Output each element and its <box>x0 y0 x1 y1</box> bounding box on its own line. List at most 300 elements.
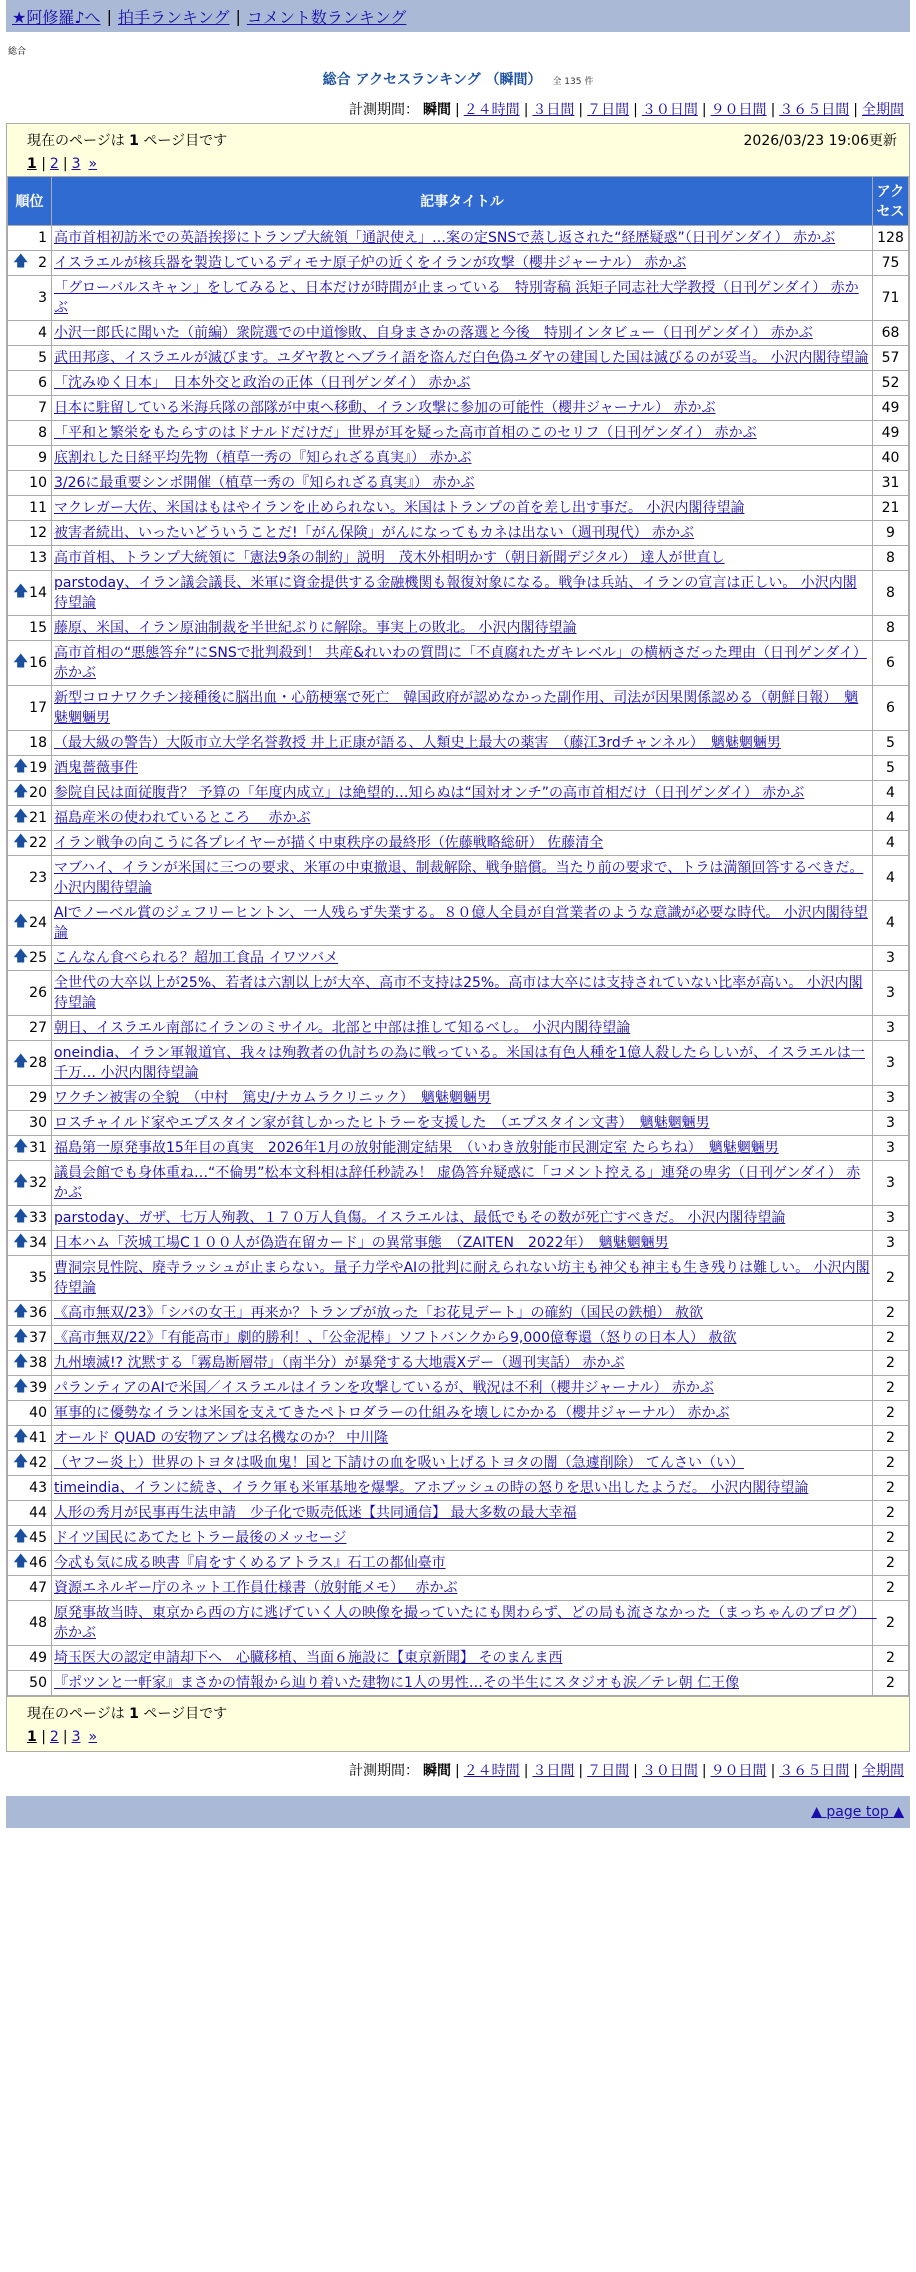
title-cell <box>52 1206 873 1231</box>
rank-cell <box>8 1376 52 1401</box>
access-count: 49 <box>873 421 909 446</box>
article-link[interactable]: timeindia、イランに続き、イラク軍も米軍基地を爆撃。アホブッシュの時の怒りを思い出したようだ。 小沢内閣待望論 <box>54 1480 809 1496</box>
access-count: 4 <box>873 806 909 831</box>
access-count: 8 <box>873 546 909 571</box>
rank-number: 49 <box>29 1650 47 1666</box>
table-row <box>8 616 909 641</box>
rank-up-arrow-icon: 🡅 <box>13 1231 29 1250</box>
article-link[interactable]: 全世代の大卒以上が25%、若者は六割以上が大卒、高市不支持は25%。高市は大卒には支持されていない比率が高い。 小沢内閣待望論 <box>54 975 863 1011</box>
article-link[interactable]: 福島産米の使われているところ 赤かぶ <box>54 810 311 826</box>
period-link-24h[interactable]: ２４時間 <box>463 1763 520 1779</box>
period-label: 計測期間： <box>348 102 419 118</box>
rank-cell <box>8 946 52 971</box>
article-link[interactable]: （ヤフー炎上）世界のトヨタは吸血鬼！国と下請けの血を吸い上げるトヨタの闇（急遽削除） てんさい（い） <box>54 1455 745 1471</box>
rank-number: 35 <box>29 1270 47 1286</box>
rank-cell <box>8 1551 52 1576</box>
rank-number: 19 <box>29 760 47 776</box>
access-count: 6 <box>873 641 909 686</box>
rank-cell <box>8 1476 52 1501</box>
period-link-365d[interactable]: ３６５日間 <box>779 1763 850 1779</box>
access-count: 68 <box>873 321 909 346</box>
access-count: 2 <box>873 1501 909 1526</box>
rank-number: 50 <box>29 1675 47 1691</box>
article-link[interactable]: 原発事故当時、東京から西の方に逃げていく人の映像を撮っていたにも関わらず、どの局も流さなかった（まっちゃんのブログ） 赤かぶ <box>54 1605 877 1641</box>
article-link[interactable]: 新型コロナワクチン接種後に脳出血・心筋梗塞で死亡 韓国政府が認めなかった副作用、司法が因果関係認める（朝鮮日報） 魑魅魍魎男 <box>54 690 859 726</box>
rank-cell <box>8 1231 52 1256</box>
rank-number: 28 <box>29 1055 47 1071</box>
rank-cell <box>8 1601 52 1646</box>
title-cell <box>52 1526 873 1551</box>
access-count: 2 <box>873 1326 909 1351</box>
article-link[interactable]: ロスチャイルド家やエプスタイン家が貧しかったヒトラーを支援した （エプスタイン文書） 魑魅魍魎男 <box>54 1115 710 1131</box>
title-cell <box>52 571 873 616</box>
title-cell <box>52 1231 873 1256</box>
period-selector-top: 計測期間： 瞬間 | ２４時間 | ３日間 | ７日間 | ３０日間 | ９０日間 | ３６５日間 | 全期間 <box>348 102 904 118</box>
rank-cell <box>8 901 52 946</box>
rank-cell <box>8 226 52 251</box>
pager-link-2[interactable]: 2 <box>49 1729 59 1745</box>
rank-cell <box>8 571 52 616</box>
article-link[interactable]: 議員会館でも身体重ね…“不倫男”松本文科相は辞任秒読み！ 虚偽答弁疑惑に「コメント控える」連発の卑劣（日刊ゲンダイ） 赤かぶ <box>54 1165 861 1201</box>
table-row <box>8 1646 909 1671</box>
title-cell <box>52 1426 873 1451</box>
rank-number: 15 <box>29 620 47 636</box>
article-link[interactable]: 高市首相、トランプ大統領に「憲法9条の制約」説明 茂木外相明かす（朝日新聞デジタル） 達人が世直し <box>54 550 725 566</box>
table-row <box>8 471 909 496</box>
access-count: 71 <box>873 276 909 321</box>
title-cell <box>52 1576 873 1601</box>
rank-cell <box>8 806 52 831</box>
period-label: 計測期間： <box>348 1763 419 1779</box>
table-row <box>8 1351 909 1376</box>
table-row <box>8 1476 909 1501</box>
rank-up-arrow-icon: 🡅 <box>13 1326 29 1345</box>
table-row <box>8 1136 909 1161</box>
access-count: 2 <box>873 1551 909 1576</box>
access-count: 8 <box>873 616 909 641</box>
article-link[interactable]: 人形の秀月が民事再生法申請 少子化で販売低迷【共同通信】 最大多数の最大幸福 <box>54 1505 577 1521</box>
title-cell <box>52 346 873 371</box>
title-cell <box>52 971 873 1016</box>
access-count: 3 <box>873 1231 909 1256</box>
page-top-link[interactable]: ▲ page top ▲ <box>811 1804 904 1820</box>
period-link-7d[interactable]: ７日間 <box>587 102 630 118</box>
access-count: 3 <box>873 1041 909 1086</box>
page-status-bottom: 現在のページは 1 ページ目です <box>27 1706 228 1722</box>
article-link[interactable]: 今忒も気に成る映書『肩をすくめるアトラス』石工の都仙臺市 <box>54 1555 446 1571</box>
pager-link-3[interactable]: 3 <box>71 156 81 172</box>
rank-number: 2 <box>38 255 47 271</box>
rank-number: 18 <box>29 735 47 751</box>
access-count: 4 <box>873 781 909 806</box>
title-cell <box>52 686 873 731</box>
access-count: 2 <box>873 1576 909 1601</box>
table-row <box>8 1111 909 1136</box>
article-link[interactable]: こんなん食べられる？超加工食品 イワツバメ <box>54 950 339 966</box>
title-cell <box>52 1086 873 1111</box>
rank-number: 31 <box>29 1140 47 1156</box>
access-count: 3 <box>873 1161 909 1206</box>
pager-current: 1 <box>27 156 37 172</box>
rank-number: 17 <box>29 700 47 716</box>
home-link[interactable]: ★阿修羅♪へ <box>12 7 101 27</box>
title-cell <box>52 1476 873 1501</box>
article-link[interactable]: イラン戦争の向こうに各プレイヤーが描く中東秩序の最終形（佐藤戦略総研） 佐藤清全 <box>54 835 604 851</box>
table-row <box>8 226 909 251</box>
article-link[interactable]: パランティアのAIで米国／イスラエルはイランを攻撃しているが、戦況は不利（櫻井ジャーナル） 赤かぶ <box>54 1380 714 1396</box>
rank-cell <box>8 1016 52 1041</box>
rank-cell <box>8 521 52 546</box>
table-row <box>8 1041 909 1086</box>
pager-next[interactable]: » <box>88 1729 98 1745</box>
article-link[interactable]: 参院自民は面従腹背？ 予算の「年度内成立」は絶望的…知らぬは“国対オンチ”の高市首相だけ（日刊ゲンダイ） 赤かぶ <box>54 785 805 801</box>
article-link[interactable]: ドイツ国民にあてたヒトラー最後のメッセージ <box>54 1530 347 1546</box>
article-link[interactable]: 《高市無双/22》「有能高市」劇的勝利！、「公金泥棒」ソフトバンクから9,000億奪還（怒りの日本人） 赦欲 <box>54 1330 737 1346</box>
access-count: 2 <box>873 1526 909 1551</box>
table-row <box>8 1376 909 1401</box>
access-count: 2 <box>873 1376 909 1401</box>
title-cell <box>52 446 873 471</box>
access-count: 52 <box>873 371 909 396</box>
article-link[interactable]: マブハイ、イランが米国に三つの要求、米軍の中東撤退、制裁解除、戦争賠償。当たり前の要求で、トラは満額回答するべきだ。 小沢内閣待望論 <box>54 860 864 896</box>
rank-number: 48 <box>29 1615 47 1631</box>
table-row <box>8 1161 909 1206</box>
table-row <box>8 496 909 521</box>
rank-number: 38 <box>29 1355 47 1371</box>
title-cell <box>52 1671 873 1696</box>
rank-number: 24 <box>29 915 47 931</box>
access-count: 2 <box>873 1601 909 1646</box>
title-cell <box>52 1376 873 1401</box>
table-row <box>8 251 909 276</box>
article-link[interactable]: 「グローバルスキャン」をしてみると、日本だけが時間が止まっている 特別寄稿 浜矩子同志社大学教授（日刊ゲンダイ） 赤かぶ <box>54 280 859 316</box>
article-link[interactable]: 小沢一郎氏に聞いた（前編）衆院選での中道惨敗、自身まさかの落選と今後 特別インタビュー（日刊ゲンダイ） 赤かぶ <box>54 325 813 341</box>
article-link[interactable]: オールド QUAD の安物アンプは名機なのか？ 中川隆 <box>54 1430 389 1446</box>
article-link[interactable]: 資源エネルギー庁のネット工作員仕様書（放射能メモ） 赤かぶ <box>54 1580 458 1596</box>
table-row <box>8 421 909 446</box>
rank-up-arrow-icon: 🡅 <box>13 1451 29 1470</box>
table-row <box>8 1256 909 1301</box>
period-current: 瞬間 <box>422 102 451 118</box>
access-count: 5 <box>873 756 909 781</box>
rank-number: 47 <box>29 1580 47 1596</box>
table-row <box>8 396 909 421</box>
period-link-30d[interactable]: ３０日間 <box>641 1763 698 1779</box>
rank-cell <box>8 1086 52 1111</box>
period-link-365d[interactable]: ３６５日間 <box>779 102 850 118</box>
table-row <box>8 1601 909 1646</box>
article-link[interactable]: （最大級の警告）大阪市立大学名誉教授 井上正康が語る、人類史上最大の薬害 （藤江3rdチャンネル） 魑魅魍魎男 <box>54 735 781 751</box>
rank-number: 30 <box>29 1115 47 1131</box>
rank-cell <box>8 371 52 396</box>
rank-cell <box>8 1576 52 1601</box>
table-row <box>8 731 909 756</box>
title-cell <box>52 1501 873 1526</box>
rank-cell <box>8 831 52 856</box>
access-count: 3 <box>873 1111 909 1136</box>
table-row <box>8 1086 909 1111</box>
title-cell <box>52 1351 873 1376</box>
footer-bar <box>6 1796 910 1828</box>
rank-number: 34 <box>29 1235 47 1251</box>
table-row <box>8 546 909 571</box>
title-cell <box>52 251 873 276</box>
rank-cell <box>8 421 52 446</box>
table-row <box>8 1301 909 1326</box>
article-link[interactable]: イスラエルが核兵器を製造しているディモナ原子炉の近くをイランが攻撃（櫻井ジャーナル） 赤かぶ <box>54 255 687 271</box>
table-row <box>8 1551 909 1576</box>
article-link[interactable]: 高市首相初訪米での英語挨拶にトランプ大統領「通訳使え」…案の定SNSで蒸し返された“経歴疑惑”（日刊ゲンダイ） 赤かぶ <box>54 230 836 246</box>
article-link[interactable]: AIでノーベル賞のジェフリーヒントン、一人残らず失業する。８０億人全員が自営業者のような意識が必要な時代。 小沢内閣待望論 <box>54 905 868 941</box>
title-cell <box>52 731 873 756</box>
rank-number: 9 <box>38 450 47 466</box>
title-cell <box>52 781 873 806</box>
rank-number: 23 <box>29 870 47 886</box>
page-title-row <box>6 69 910 89</box>
access-count: 4 <box>873 856 909 901</box>
title-cell <box>52 901 873 946</box>
table-row <box>8 1326 909 1351</box>
title-cell <box>52 1401 873 1426</box>
col-rank-header: 順位 <box>8 177 52 226</box>
title-cell <box>52 1016 873 1041</box>
title-cell <box>52 371 873 396</box>
rank-cell <box>8 1326 52 1351</box>
article-link[interactable]: マクレガー大佐、米国はもはやイランを止められない。米国はトランプの首を差し出す事だ。 小沢内閣待望論 <box>54 500 745 516</box>
rank-cell <box>8 496 52 521</box>
rank-number: 20 <box>29 785 47 801</box>
rank-number: 14 <box>29 585 47 601</box>
period-link-90d[interactable]: ９０日間 <box>710 102 767 118</box>
table-row <box>8 521 909 546</box>
rank-up-arrow-icon: 🡅 <box>13 831 29 850</box>
access-count: 3 <box>873 1206 909 1231</box>
total-count: 全 135 件 <box>552 77 594 87</box>
table-row <box>8 971 909 1016</box>
table-row <box>8 686 909 731</box>
rank-up-arrow-icon: 🡅 <box>13 1551 29 1570</box>
ranking-table <box>7 176 909 1696</box>
title-cell <box>52 321 873 346</box>
rank-number: 26 <box>29 985 47 1001</box>
table-row <box>8 446 909 471</box>
rank-cell <box>8 1351 52 1376</box>
article-link[interactable]: parstoday、イラン議会議長、米軍に資金提供する金融機関も報復対象になる。戦争は兵站、イランの宣言は正しい。 小沢内閣待望論 <box>54 575 857 611</box>
rank-cell <box>8 1136 52 1161</box>
title-cell <box>52 831 873 856</box>
rank-cell <box>8 971 52 1016</box>
access-count: 57 <box>873 346 909 371</box>
article-link[interactable]: 埼玉医大の認定申請却下へ 心臓移植、当面６施設に【東京新聞】 そのまんま西 <box>54 1650 563 1666</box>
period-link-all[interactable]: 全期間 <box>862 1763 904 1779</box>
title-cell <box>52 496 873 521</box>
rank-number: 33 <box>29 1210 47 1226</box>
title-cell <box>52 396 873 421</box>
rank-cell <box>8 686 52 731</box>
table-row <box>8 781 909 806</box>
table-row <box>8 371 909 396</box>
rank-number: 43 <box>29 1480 47 1496</box>
article-link[interactable]: 被害者続出、いったいどういうことだ!「がん保険」がんになってもカネは出ない（週刊現代） 赤かぶ <box>54 525 695 541</box>
table-row <box>8 276 909 321</box>
rank-up-arrow-icon: 🡅 <box>13 1351 29 1370</box>
access-count: 6 <box>873 686 909 731</box>
rank-cell <box>8 1451 52 1476</box>
rank-cell <box>8 1161 52 1206</box>
rank-cell <box>8 1111 52 1136</box>
period-selector-bottom: 計測期間： 瞬間 | ２４時間 | ３日間 | ７日間 | ３０日間 | ９０日間 | ３６５日間 | 全期間 <box>348 1763 904 1779</box>
access-count: 40 <box>873 446 909 471</box>
rank-number: 32 <box>29 1175 47 1191</box>
access-count: 49 <box>873 396 909 421</box>
title-cell <box>52 1161 873 1206</box>
comment-ranking-link[interactable]: コメント数ランキング <box>246 7 407 27</box>
rank-cell <box>8 1301 52 1326</box>
rank-cell <box>8 1671 52 1696</box>
table-row <box>8 1671 909 1696</box>
access-count: 2 <box>873 1256 909 1301</box>
rank-up-arrow-icon: 🡅 <box>13 1526 29 1545</box>
period-link-24h[interactable]: ２４時間 <box>463 102 520 118</box>
article-link[interactable]: parstoday、ガザ、七万人殉教、１７０万人負傷。イスラエルは、最低でもその数が死亡すべきだ。 小沢内閣待望論 <box>54 1210 786 1226</box>
rank-number: 1 <box>38 230 47 246</box>
access-count: 2 <box>873 1671 909 1696</box>
table-row <box>8 1206 909 1231</box>
title-cell <box>52 1326 873 1351</box>
rank-number: 41 <box>29 1430 47 1446</box>
period-link-30d[interactable]: ３０日間 <box>641 102 698 118</box>
rank-up-arrow-icon: 🡅 <box>13 1426 29 1445</box>
rank-cell <box>8 616 52 641</box>
rank-number: 29 <box>29 1090 47 1106</box>
category-label: 総合 <box>8 47 27 57</box>
rank-number: 25 <box>29 950 47 966</box>
rank-number: 12 <box>29 525 47 541</box>
nav-separator: | <box>106 6 112 26</box>
rank-number: 40 <box>29 1405 47 1421</box>
access-count: 5 <box>873 731 909 756</box>
access-count: 3 <box>873 1016 909 1041</box>
access-count: 75 <box>873 251 909 276</box>
table-row <box>8 1576 909 1601</box>
clap-ranking-link[interactable]: 拍手ランキング <box>117 7 230 27</box>
rank-cell <box>8 471 52 496</box>
table-row <box>8 1526 909 1551</box>
rank-cell <box>8 321 52 346</box>
table-row <box>8 1501 909 1526</box>
article-link[interactable]: 酒鬼薔薇事件 <box>54 760 138 776</box>
rank-up-arrow-icon: 🡅 <box>13 1376 29 1395</box>
article-link[interactable]: 高市首相の“悪態答弁”にSNSで批判殺到！ 共産&れいわの質問に「不貞腐れたガキレベル」の横柄さだった理由（日刊ゲンダイ） 赤かぶ <box>54 645 867 681</box>
table-row <box>8 641 909 686</box>
title-cell <box>52 471 873 496</box>
pager-bottom: 1 | 2 | 3 » <box>27 1729 98 1745</box>
page-status: 現在のページは 1 ページ目です <box>27 133 228 149</box>
period-link-3d[interactable]: ３日間 <box>532 102 575 118</box>
article-link[interactable]: 九州壊滅!? 沈黙する「霧島断層帯」（南半分）が暴発する大地震Xデー（週刊実話） 赤かぶ <box>54 1355 625 1371</box>
article-link[interactable]: 《高市無双/23》「シバの女王」再来か？トランプが放った「お花見デート」の確約（国民の鉄槌） 赦欲 <box>54 1305 703 1321</box>
rank-cell <box>8 756 52 781</box>
pager-next[interactable]: » <box>88 156 98 172</box>
rank-number: 37 <box>29 1330 47 1346</box>
rank-cell <box>8 1206 52 1231</box>
table-row <box>8 806 909 831</box>
rank-number: 39 <box>29 1380 47 1396</box>
title-cell <box>52 521 873 546</box>
table-row <box>8 571 909 616</box>
period-link-3d[interactable]: ３日間 <box>532 1763 575 1779</box>
rank-number: 44 <box>29 1505 47 1521</box>
rank-cell <box>8 251 52 276</box>
article-link[interactable]: 曹洞宗見性院、廃寺ラッシュが止まらない。量子力学やAIの批判に耐えられない坊主も神父も神主も生き残りは難しい。 小沢内閣待望論 <box>54 1260 870 1296</box>
title-cell <box>52 1601 877 1646</box>
rank-up-arrow-icon: 🡅 <box>13 651 29 670</box>
rank-up-arrow-icon: 🡅 <box>13 251 29 270</box>
article-link[interactable]: oneindia、イラン軍報道官、我々は殉教者の仇討ちの為に戦っている。米国は有色人種を1億人殺したらしいが、イスラエルは一千万… 小沢内閣待望論 <box>54 1045 865 1081</box>
nav-separator: | <box>235 6 241 26</box>
access-count: 4 <box>873 901 909 946</box>
rank-up-arrow-icon: 🡅 <box>13 581 29 600</box>
rank-number: 11 <box>29 500 47 516</box>
rank-cell <box>8 1426 52 1451</box>
article-link[interactable]: 底割れした日経平均先物（植草一秀の『知られざる真実』） 赤かぶ <box>54 450 472 466</box>
article-link[interactable]: 「沈みゆく日本」 日本外交と政治の正体（日刊ゲンダイ） 赤かぶ <box>54 375 471 391</box>
top-nav-bar <box>6 0 910 32</box>
rank-cell <box>8 1401 52 1426</box>
period-link-90d[interactable]: ９０日間 <box>710 1763 767 1779</box>
title-cell <box>52 856 873 901</box>
col-access-header: アクセス <box>873 177 909 226</box>
article-link[interactable]: 日本ハム「茨城工場C１００人が偽造在留カード」の異常事態 （ZAITEN 2022年） 魑魅魍魎男 <box>54 1235 669 1251</box>
rank-number: 46 <box>29 1555 47 1571</box>
rank-number: 21 <box>29 810 47 826</box>
article-link[interactable]: 武田邦彦、イスラエルが滅びます。ユダヤ教とヘブライ語を盗んだ白色偽ユダヤの建国した国は滅びるのが妥当。 小沢内閣待望論 <box>54 350 869 366</box>
table-row <box>8 856 909 901</box>
article-link[interactable]: 福島第一原発事故15年目の真実 2026年1月の放射能測定結果 （いわき放射能市民測定室 たらちね） 魑魅魍魎男 <box>54 1140 779 1156</box>
access-count: 2 <box>873 1426 909 1451</box>
article-link[interactable]: 「平和と繁栄をもたらすのはドナルドだけだ」世界が耳を疑った高市首相のこのセリフ（日刊ゲンダイ） 赤かぶ <box>54 425 757 441</box>
article-link[interactable]: 日本に駐留している米海兵隊の部隊が中東へ移動、イラン攻撃に参加の可能性（櫻井ジャーナル） 赤かぶ <box>54 400 716 416</box>
period-link-all[interactable]: 全期間 <box>862 102 904 118</box>
info-bar-top <box>7 124 909 176</box>
article-link[interactable]: 藤原、米国、イラン原油制裁を半世紀ぶりに解除。事実上の敗北。 小沢内閣待望論 <box>54 620 577 636</box>
article-link[interactable]: 朝日、イスラエル南部にイランのミサイル。北部と中部は推して知るべし。 小沢内閣待望論 <box>54 1020 631 1036</box>
access-count: 2 <box>873 1301 909 1326</box>
article-link[interactable]: 『ポツンと一軒家』まさかの情報から辿り着いた建物に1人の男性…その半生にスタジオも涙／テレ朝 仁王像 <box>54 1675 740 1691</box>
table-row <box>8 1231 909 1256</box>
access-count: 2 <box>873 1401 909 1426</box>
article-link[interactable]: 軍事的に優勢なイランは米国を支えてきたペトロダラーの仕組みを壊しにかかる（櫻井ジャーナル） 赤かぶ <box>54 1405 730 1421</box>
rank-cell <box>8 641 52 686</box>
period-link-7d[interactable]: ７日間 <box>587 1763 630 1779</box>
rank-cell <box>8 1041 52 1086</box>
article-link[interactable]: ワクチン被害の全貌 （中村 篤史/ナカムラクリニック） 魑魅魍魎男 <box>54 1090 491 1106</box>
rank-number: 3 <box>38 290 47 306</box>
access-count: 9 <box>873 521 909 546</box>
title-cell <box>52 1136 873 1161</box>
rank-number: 42 <box>29 1455 47 1471</box>
title-cell <box>52 276 873 321</box>
rank-cell <box>8 781 52 806</box>
rank-cell <box>8 546 52 571</box>
pager-link-2[interactable]: 2 <box>49 156 59 172</box>
access-count: 3 <box>873 1086 909 1111</box>
access-count: 4 <box>873 831 909 856</box>
table-row <box>8 946 909 971</box>
pager-link-3[interactable]: 3 <box>71 1729 81 1745</box>
rank-cell <box>8 1501 52 1526</box>
article-link[interactable]: 3/26に最重要シンポ開催（植草一秀の『知られざる真実』） 赤かぶ <box>54 475 475 491</box>
